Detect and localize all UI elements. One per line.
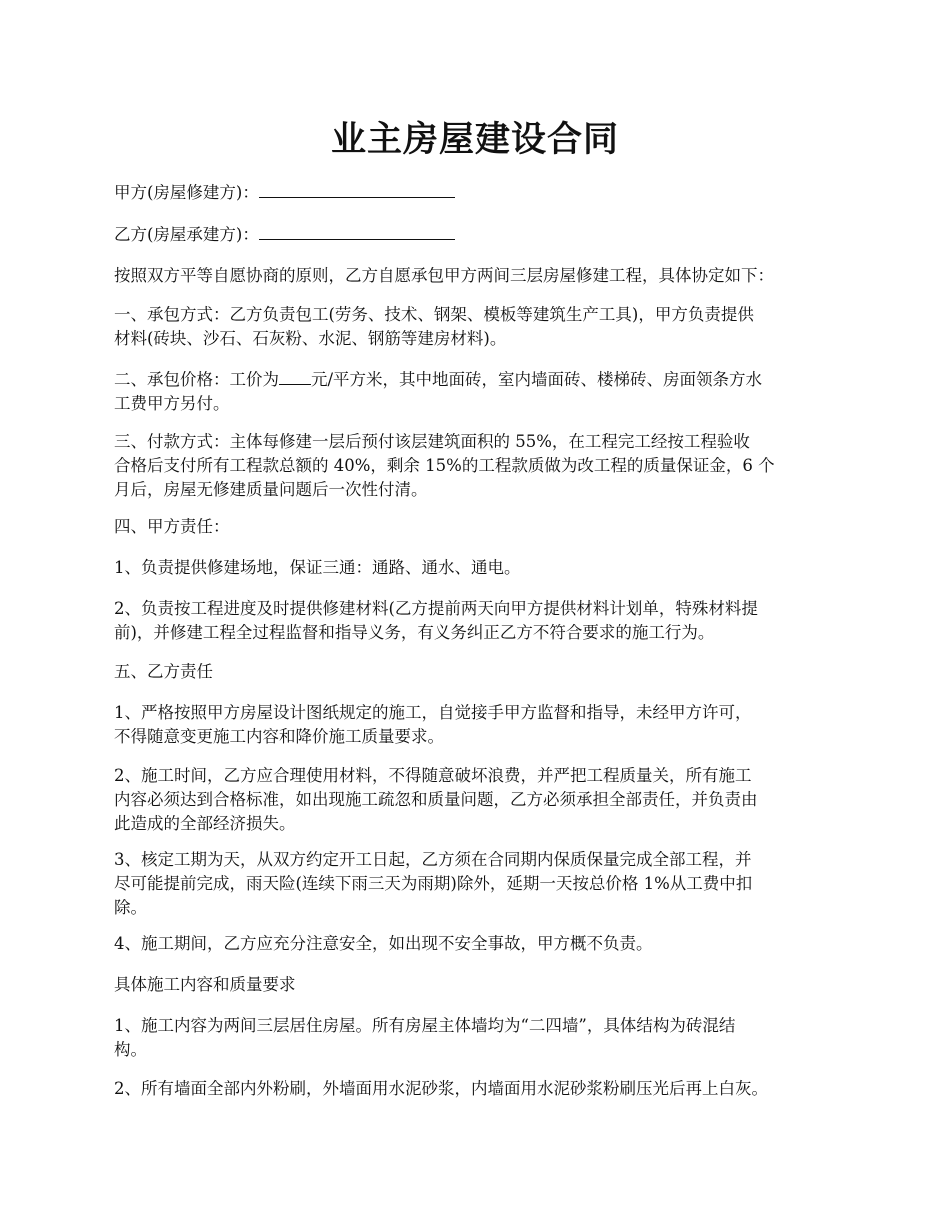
section-4-heading <box>114 515 854 539</box>
party-a-line <box>114 180 854 205</box>
price-blank <box>279 367 311 385</box>
section-2-line-1-before: 二、承包价格：工价为 <box>114 370 279 389</box>
section-5-item-2-line-3: 此造成的全部经济损失。 <box>114 814 296 833</box>
party-a-blank <box>259 180 455 198</box>
section-5-item-1 <box>114 701 854 749</box>
section-6-item-1-line-2: 构。 <box>114 1040 147 1059</box>
section-3-line-2: 合格后支付所有工程款总额的 40%，剩余 15%的工程款质做为改工程的质量保证金，6 个 <box>114 456 775 475</box>
section-2-line-2: 工费甲方另付。 <box>114 394 230 413</box>
section-5-item-3-line-1: 3、核定工期为天，从双方约定开工日起，乙方须在合同期内保质保量完成全部工程，并 <box>114 850 752 869</box>
section-4-heading-text: 四、甲方责任： <box>114 517 230 536</box>
section-1-paragraph <box>114 303 854 351</box>
section-4-item-1-text: 1、负责提供修建场地，保证三通：通路、通水、通电。 <box>114 558 521 577</box>
section-5-item-4-text: 4、施工期间，乙方应充分注意安全，如出现不安全事故，甲方概不负责。 <box>114 934 653 953</box>
section-1-line-2: 材料(砖块、沙石、石灰粉、水泥、钢筋等建房材料)。 <box>114 329 507 348</box>
party-b-line <box>114 222 854 247</box>
section-4-item-2-line-2: 前)，并修建工程全过程监督和指导义务，有义务纠正乙方不符合要求的施工行为。 <box>114 623 715 642</box>
section-3-line-1: 三、付款方式：主体每修建一层后预付该层建筑面积的 55%，在工程完工经按工程验收 <box>114 432 750 451</box>
section-6-item-2-text: 2、所有墙面全部内外粉刷，外墙面用水泥砂浆，内墙面用水泥砂浆粉刷压光后再上白灰。 <box>114 1079 768 1098</box>
party-a-label: 甲方(房屋修建方)： <box>114 183 259 202</box>
section-4-item-1 <box>114 556 854 580</box>
intro-text: 按照双方平等自愿协商的原则，乙方自愿承包甲方两间三层房屋修建工程，具体协定如下： <box>114 266 774 285</box>
section-6-heading <box>114 973 854 997</box>
section-5-item-3 <box>114 848 854 920</box>
intro-paragraph <box>114 264 854 288</box>
section-2-line-1 <box>114 367 854 392</box>
section-5-item-1-line-1: 1、严格按照甲方房屋设计图纸规定的施工，自觉接手甲方监督和指导，未经甲方许可， <box>114 703 752 722</box>
section-6-item-1-line-1: 1、施工内容为两间三层居住房屋。所有房屋主体墙均为“二四墙”，具体结构为砖混结 <box>114 1016 736 1035</box>
section-6-heading-text: 具体施工内容和质量要求 <box>114 975 296 994</box>
section-6-item-1 <box>114 1014 854 1062</box>
section-3-paragraph <box>114 430 854 502</box>
section-2-paragraph <box>114 367 854 416</box>
section-5-item-4 <box>114 932 854 956</box>
section-5-item-3-line-2: 尽可能提前完成，雨天险(连续下雨三天为雨期)除外，延期一天按总价格 1%从工费中扣 <box>114 874 753 893</box>
section-4-item-2-line-1: 2、负责按工程进度及时提供修建材料(乙方提前两天向甲方提供材料计划单，特殊材料提 <box>114 599 758 618</box>
section-5-heading-text: 五、乙方责任 <box>114 662 213 681</box>
section-5-item-1-line-2: 不得随意变更施工内容和降价施工质量要求。 <box>114 727 444 746</box>
section-5-item-2-line-1: 2、施工时间，乙方应合理使用材料，不得随意破坏浪费，并严把工程质量关，所有施工 <box>114 766 752 785</box>
section-5-item-2 <box>114 764 854 836</box>
party-b-label: 乙方(房屋承建方)： <box>114 225 259 244</box>
page-title: 业主房屋建设合同 <box>330 119 619 160</box>
section-3-line-3: 月后，房屋无修建质量问题后一次性付清。 <box>114 480 428 499</box>
section-2-line-1-after: 元/平方米，其中地面砖，室内墙面砖、楼梯砖、房面领条方水 <box>311 370 763 389</box>
section-5-item-2-line-2: 内容必须达到合格标准，如出现施工疏忽和质量问题，乙方必须承担全部责任，并负责由 <box>114 790 758 809</box>
section-5-item-3-line-3: 除。 <box>114 898 147 917</box>
party-b-blank <box>259 222 455 240</box>
section-1-line-1: 一、承包方式：乙方负责包工(劳务、技术、钢架、模板等建筑生产工具)，甲方负责提供 <box>114 305 754 324</box>
section-6-item-2 <box>114 1077 854 1101</box>
section-4-item-2 <box>114 597 854 645</box>
section-5-heading <box>114 660 854 684</box>
